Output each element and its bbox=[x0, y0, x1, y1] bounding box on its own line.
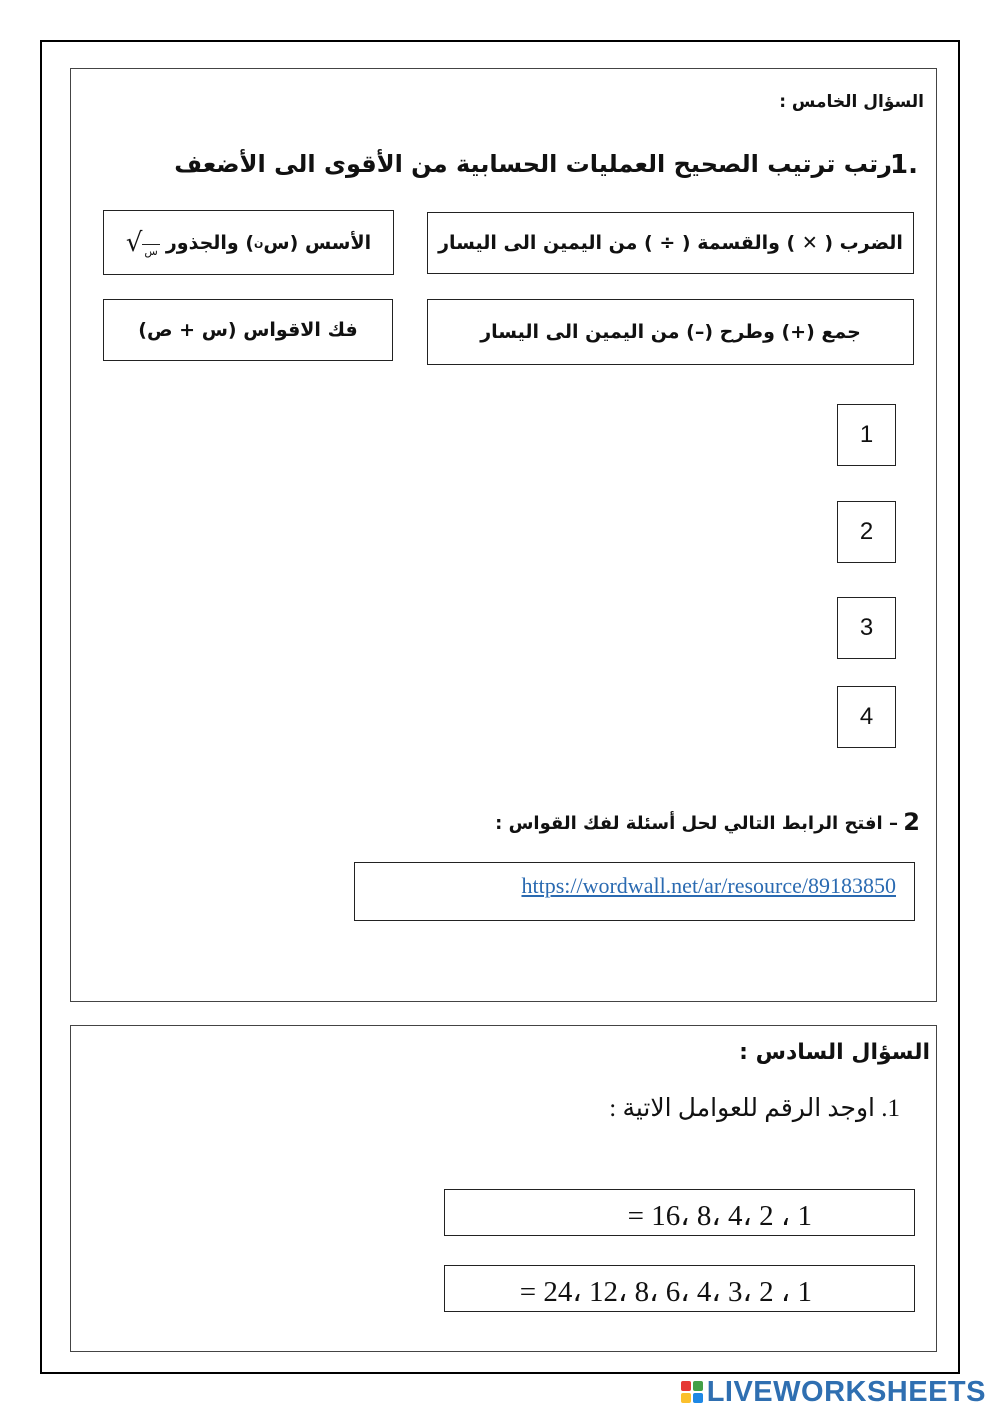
option-addition-subtraction[interactable] bbox=[427, 299, 914, 365]
order-slot-2[interactable]: 2 bbox=[837, 501, 896, 563]
question-six-heading: السؤال السادس : bbox=[739, 1040, 930, 1065]
question-five-heading: السؤال الخامس : bbox=[779, 92, 924, 112]
order-slot-1[interactable]: 1 bbox=[837, 404, 896, 466]
option-powers-roots[interactable] bbox=[103, 210, 394, 275]
link-box bbox=[354, 862, 915, 921]
question-five-part-two-number: 2 bbox=[903, 808, 920, 836]
logo-text: LIVEWORKSHEETS bbox=[706, 1375, 986, 1408]
order-slot-4[interactable]: 4 bbox=[837, 686, 896, 748]
option-label: الضرب ( ✕ ) والقسمة ( ÷ ) من اليمين الى اليسار bbox=[438, 232, 903, 254]
power-superscript: ن bbox=[254, 236, 264, 249]
option-label-powers-suffix: ) والجذور bbox=[165, 231, 255, 254]
order-slot-3[interactable]: 3 bbox=[837, 597, 896, 659]
wordwall-link[interactable]: https://wordwall.net/ar/resource/89183850 bbox=[521, 873, 896, 898]
option-label-powers-prefix: الأسس (س bbox=[263, 231, 372, 254]
logo-square-yellow bbox=[681, 1393, 691, 1403]
answer-box-1[interactable] bbox=[444, 1189, 915, 1236]
question-five-part-one-text: رتب ترتيب الصحيح العمليات الحسابية من الأقوى الى الأضعف bbox=[174, 150, 892, 178]
logo-square-blue bbox=[693, 1393, 703, 1403]
option-multiplication-division[interactable] bbox=[427, 212, 914, 274]
square-root-variable: س bbox=[144, 244, 158, 258]
option-label: فك الاقواس (س + ص) bbox=[138, 319, 358, 341]
question-five-part-two-text: – افتح الرابط التالي لحل أسئلة لفك القواس : bbox=[495, 813, 898, 834]
logo-square-green bbox=[693, 1381, 703, 1391]
option-brackets[interactable] bbox=[103, 299, 393, 361]
option-label: جمع (+) وطرح (–) من اليمين الى اليسار bbox=[480, 321, 861, 343]
question-five-part-one-number: 1. bbox=[890, 150, 918, 180]
logo-square-red bbox=[681, 1381, 691, 1391]
square-root-icon bbox=[126, 228, 160, 258]
logo-mark-icon bbox=[681, 1381, 703, 1403]
liveworksheets-logo bbox=[681, 1374, 986, 1410]
question-six-part-one-text: 1. اوجد الرقم للعوامل الاتية : bbox=[609, 1095, 900, 1122]
answer-text-2: 1 ، 2 ،3 ،4 ،6 ،8 ،12 ،24 = bbox=[519, 1276, 812, 1308]
square-root-symbol: √ bbox=[125, 227, 143, 258]
answer-text-1: 1 ، 2 ،4 ،8 ،16 = bbox=[627, 1200, 812, 1232]
answer-box-2[interactable] bbox=[444, 1265, 915, 1312]
